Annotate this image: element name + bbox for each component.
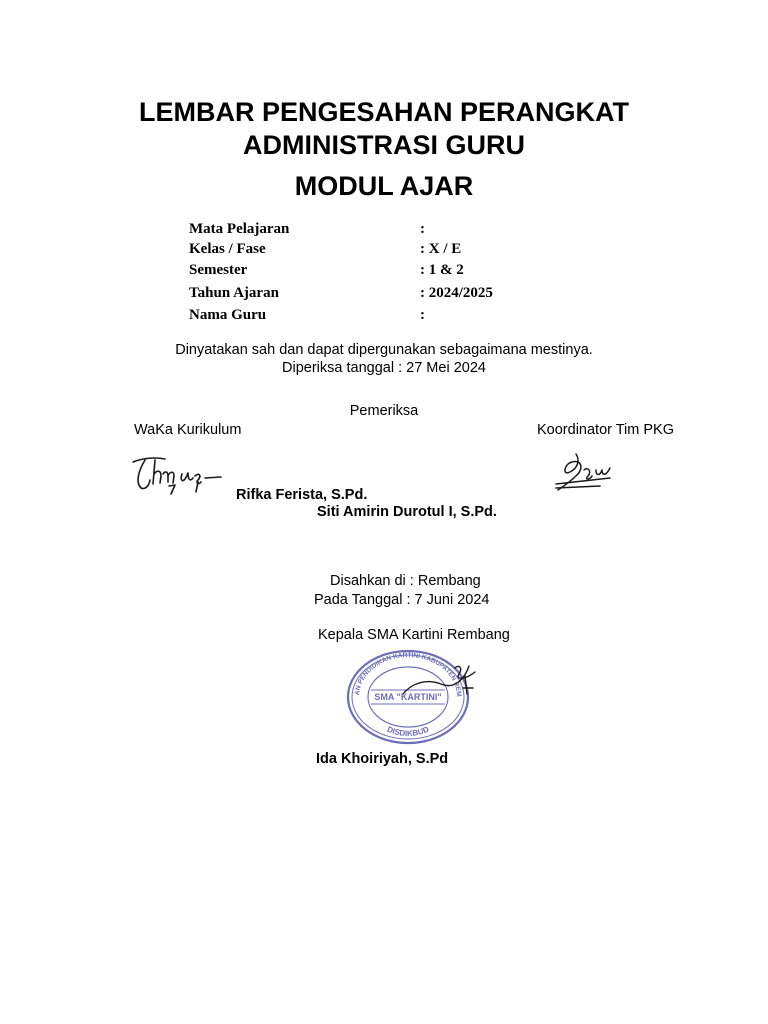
principal-name: Ida Khoiriyah, S.Pd — [316, 751, 449, 767]
document-subtitle: MODUL AJAR — [294, 171, 474, 201]
info-value-tahun-ajaran: : 2024/2025 — [420, 285, 493, 301]
info-label-tahun-ajaran: Tahun Ajaran — [189, 285, 279, 301]
koordinator-pkg-signature — [550, 450, 620, 495]
waka-kurikulum-label: WaKa Kurikulum — [134, 422, 242, 438]
info-value-nama-guru: : — [420, 307, 425, 323]
info-value-kelas-fase: : X / E — [420, 241, 462, 257]
svg-text:YAYASAN PENDIDIKAN KARTINI KAB: YAYASAN PENDIDIKAN KARTINI KABUPATEN REMBANG — [342, 643, 463, 698]
waka-kurikulum-name: Rifka Ferista, S.Pd. — [236, 487, 368, 503]
svg-text:SMA "KARTINI": SMA "KARTINI" — [374, 692, 442, 702]
document-title-line2: ADMINISTRASI GURU — [243, 130, 525, 160]
info-value-semester: : 1 & 2 — [420, 262, 464, 278]
approval-date: Pada Tanggal : 7 Juni 2024 — [314, 592, 490, 608]
waka-kurikulum-signature — [125, 452, 235, 497]
svg-text:DISDIKBUD: DISDIKBUD — [385, 724, 431, 739]
koordinator-pkg-label: Koordinator Tim PKG — [537, 422, 674, 438]
principal-role: Kepala SMA Kartini Rembang — [318, 627, 510, 643]
checked-date: Diperiksa tanggal : 27 Mei 2024 — [282, 360, 486, 376]
koordinator-pkg-name: Siti Amirin Durotul I, S.Pd. — [317, 504, 497, 520]
validity-statement: Dinyatakan sah dan dapat dipergunakan sebagaimana mestinya. — [175, 342, 593, 358]
approval-place: Disahkan di : Rembang — [330, 573, 481, 589]
document-title-line1: LEMBAR PENGESAHAN PERANGKAT — [138, 97, 630, 127]
info-label-mata-pelajaran: Mata Pelajaran — [189, 221, 290, 237]
info-label-semester: Semester — [189, 262, 248, 278]
info-label-kelas-fase: Kelas / Fase — [189, 241, 266, 257]
info-value-mata-pelajaran: : — [420, 221, 425, 237]
info-label-nama-guru: Nama Guru — [189, 307, 267, 323]
official-stamp — [342, 643, 471, 746]
examiner-heading: Pemeriksa — [349, 403, 419, 419]
